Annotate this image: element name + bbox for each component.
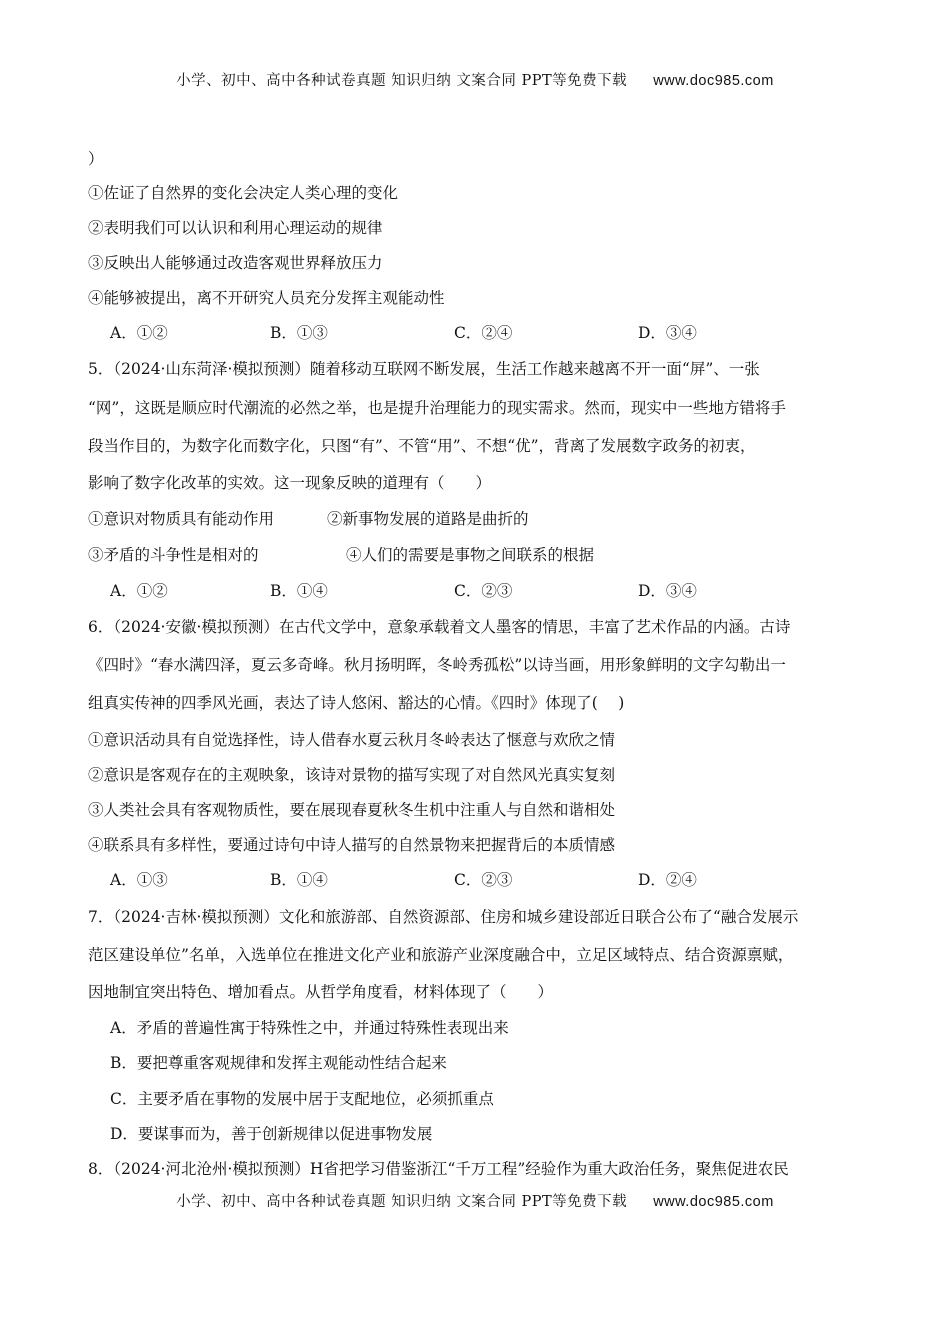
q5-stem-line-4: 影响了数字化改革的实效。这一现象反映的道理有（ ） bbox=[88, 474, 492, 492]
q6-stem-line-2: 《四时》“春水满四泽，夏云多奇峰。秋月扬明晖，冬岭秀孤松”以诗当画，用形象鲜明的文字勾勒出一 bbox=[88, 656, 786, 674]
q5-stem-line-1: 5．（2024·山东菏泽·模拟预测）随着移动互联网不断发展，生活工作越来越离不开一面“屏”、一张 bbox=[88, 360, 760, 378]
q5-stem-line-2: “网”，这既是顺应时代潮流的必然之举，也是提升治理能力的现实需求。然而，现实中一些地方错将手 bbox=[88, 399, 786, 417]
q4-option-c[interactable]: C．②④ bbox=[454, 324, 513, 342]
header-text: 小学、初中、高中各种试卷真题 知识归纳 文案合同 PPT等免费下载 bbox=[176, 73, 628, 89]
q7-option-c[interactable]: C．主要矛盾在事物的发展中居于支配地位，必须抓重点 bbox=[110, 1090, 494, 1108]
q7-stem-line-3: 因地制宜突出特色、增加看点。从哲学角度看，材料体现了（ ） bbox=[88, 983, 554, 1001]
q5-stem-line-3: 段当作目的，为数字化而数字化，只图“有”、不管“用”、不想“优”，背离了发展数字政务的初衷， bbox=[88, 437, 756, 455]
q7-option-a[interactable]: A．矛盾的普遍性寓于特殊性之中，并通过特殊性表现出来 bbox=[110, 1019, 509, 1037]
q4-option-d[interactable]: D．③④ bbox=[638, 324, 697, 342]
header-site-link[interactable]: www.doc985.com bbox=[653, 73, 774, 89]
q6-item-1: ①意识活动具有自觉选择性，诗人借春水夏云秋月冬岭表达了惬意与欢欣之情 bbox=[88, 731, 616, 749]
q5-item-1: ①意识对物质具有能动作用 bbox=[88, 510, 275, 528]
q4-tail: ） bbox=[88, 150, 104, 168]
q8-stem-line-1: 8．（2024·河北沧州·模拟预测）H省把学习借鉴浙江“千万工程”经验作为重大政治任务，聚焦促进农民 bbox=[88, 1160, 789, 1178]
q6-option-b[interactable]: B．①④ bbox=[270, 871, 328, 889]
footer-site-link[interactable]: www.doc985.com bbox=[653, 1194, 774, 1210]
q6-option-c[interactable]: C．②③ bbox=[454, 871, 513, 889]
q5-option-c[interactable]: C．②③ bbox=[454, 582, 513, 600]
q7-option-d[interactable]: D．要谋事而为，善于创新规律以促进事物发展 bbox=[110, 1125, 433, 1143]
q4-item-3: ③反映出人能够通过改造客观世界释放压力 bbox=[88, 254, 383, 272]
q4-item-4: ④能够被提出，离不开研究人员充分发挥主观能动性 bbox=[88, 289, 445, 307]
q5-option-d[interactable]: D．③④ bbox=[638, 582, 697, 600]
page-header bbox=[0, 69, 950, 90]
q6-option-d[interactable]: D．②④ bbox=[638, 871, 697, 889]
q6-option-a[interactable]: A．①③ bbox=[110, 871, 168, 889]
footer-text: 小学、初中、高中各种试卷真题 知识归纳 文案合同 PPT等免费下载 bbox=[176, 1194, 628, 1210]
q5-option-b[interactable]: B．①④ bbox=[270, 582, 328, 600]
q5-option-a[interactable]: A．①② bbox=[110, 582, 168, 600]
q4-option-b[interactable]: B．①③ bbox=[270, 324, 328, 342]
q6-item-2: ②意识是客观存在的主观映象，该诗对景物的描写实现了对自然风光真实复刻 bbox=[88, 766, 616, 784]
q7-option-b[interactable]: B．要把尊重客观规律和发挥主观能动性结合起来 bbox=[110, 1054, 447, 1072]
q4-item-1: ①佐证了自然界的变化会决定人类心理的变化 bbox=[88, 184, 399, 202]
page-footer bbox=[0, 1190, 950, 1211]
q6-item-4: ④联系具有多样性，要通过诗句中诗人描写的自然景物来把握背后的本质情感 bbox=[88, 836, 616, 854]
q6-stem-line-3: 组真实传神的四季风光画，表达了诗人悠闲、豁达的心情。《四时》体现了( ) bbox=[88, 694, 625, 712]
q7-stem-line-2: 范区建设单位”名单，入选单位在推进文化产业和旅游产业深度融合中，立足区域特点、结合资源禀赋， bbox=[88, 946, 794, 964]
q7-stem-line-1: 7．（2024·吉林·模拟预测）文化和旅游部、自然资源部、住房和城乡建设部近日联合公布了“融合发展示 bbox=[88, 908, 799, 926]
q5-item-2: ②新事物发展的道路是曲折的 bbox=[327, 510, 529, 528]
q4-option-a[interactable]: A．①② bbox=[110, 324, 168, 342]
q6-item-3: ③人类社会具有客观物质性，要在展现春夏秋冬生机中注重人与自然和谐相处 bbox=[88, 801, 616, 819]
q4-item-2: ②表明我们可以认识和利用心理运动的规律 bbox=[88, 219, 383, 237]
q6-stem-line-1: 6．（2024·安徽·模拟预测）在古代文学中，意象承载着文人墨客的情思，丰富了艺术作品的内涵。古诗 bbox=[88, 618, 791, 636]
q5-item-4: ④人们的需要是事物之间联系的根据 bbox=[346, 546, 595, 564]
q5-item-3: ③矛盾的斗争性是相对的 bbox=[88, 546, 259, 564]
